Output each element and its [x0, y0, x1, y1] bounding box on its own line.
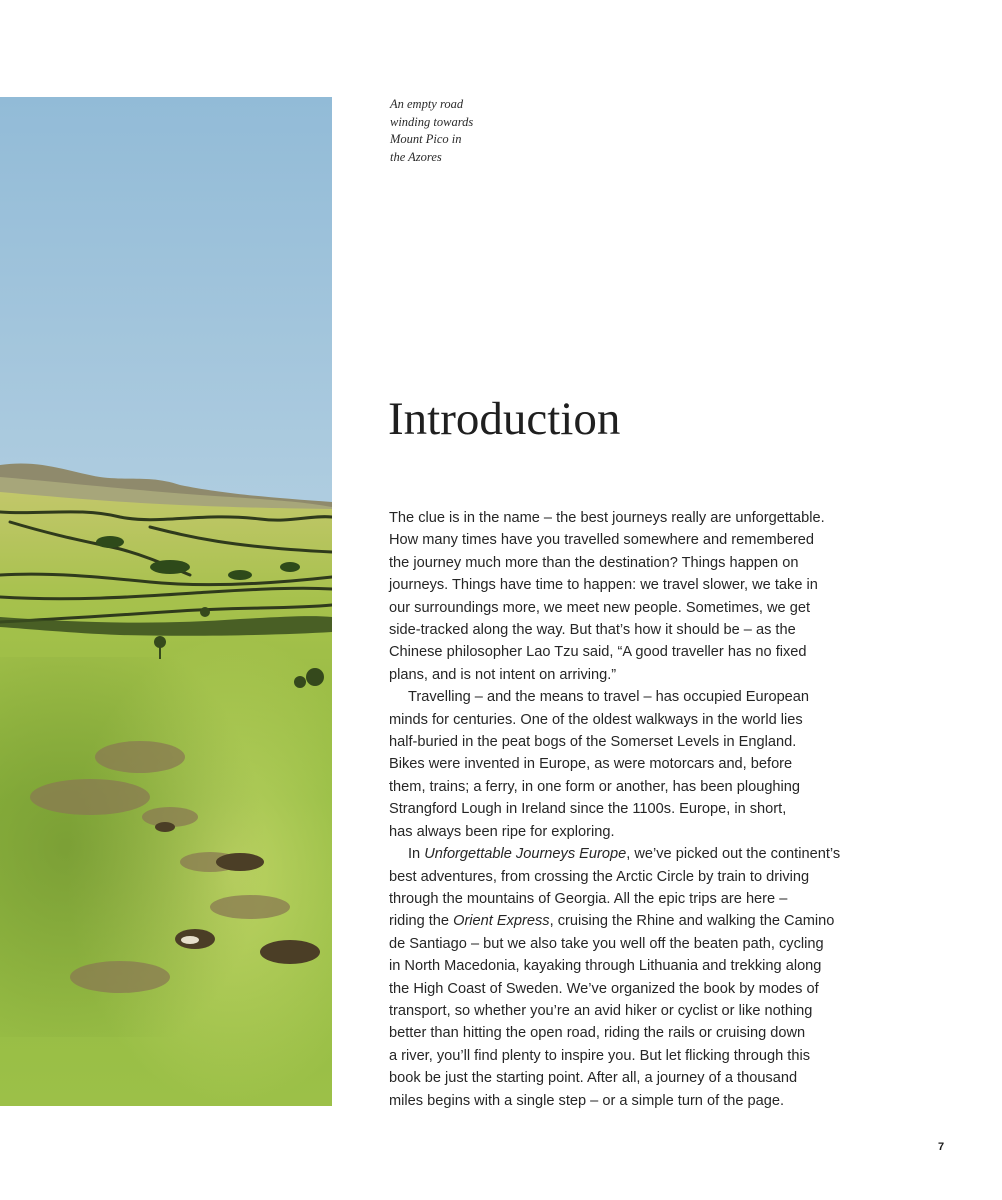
caption-line: Mount Pico in — [390, 132, 462, 146]
text-line: miles begins with a single step – or a simple turn of the page. — [389, 1092, 785, 1109]
text-line: has always been ripe for exploring. — [389, 823, 615, 840]
text-fragment: , cruising the Rhine and walking the Camino — [549, 913, 835, 930]
page-title: Introduction — [388, 393, 621, 445]
text-line: in North Macedonia, kayaking through Lithuania and trekking along — [389, 958, 822, 975]
text-line: The clue is in the name – the best journeys really are unforgettable. — [389, 510, 825, 526]
caption-line: An empty road — [390, 97, 464, 111]
text-line: our surroundings more, we meet new people. Sometimes, we get — [389, 599, 810, 616]
caption-line: the Azores — [390, 149, 442, 164]
text-line: journeys. Things have time to happen: we travel slower, we take in — [389, 577, 818, 594]
text-line: de Santiago – but we also take you well off the beaten path, cycling — [389, 935, 824, 952]
text-line: side-tracked along the way. But that’s how it should be – as the — [389, 622, 796, 639]
book-title-italic: Unforgettable Journeys Europe — [424, 846, 627, 863]
train-name-italic: Orient Express — [453, 913, 550, 930]
text-line: plans, and is not intent on arriving.” — [389, 666, 617, 683]
text-line: through the mountains of Georgia. All the epic trips are here – — [389, 890, 788, 907]
text-fragment: , we’ve picked out the continent’s — [626, 846, 841, 863]
photo-caption — [390, 96, 510, 166]
text-line: better than hitting the open road, riding the rails or cruising down — [389, 1025, 806, 1042]
text-line: Chinese philosopher Lao Tzu said, “A good traveller has no fixed — [389, 644, 807, 661]
text-line — [389, 843, 841, 865]
text-line: best adventures, from crossing the Arctic Circle by train to driving — [389, 868, 810, 885]
text-line: Strangford Lough in Ireland since the 1100s. Europe, in short, — [389, 801, 787, 818]
text-line: a river, you’ll find plenty to inspire you. But let flicking through this — [389, 1047, 811, 1064]
text-line: the journey much more than the destination? Things happen on — [389, 554, 799, 571]
text-line: book be just the starting point. After all, a journey of a thousand — [389, 1070, 798, 1087]
text-line: them, trains; a ferry, in one form or another, has been ploughing — [389, 778, 801, 795]
body-text — [389, 507, 841, 1112]
page-number: 7 — [938, 1141, 945, 1153]
text-line: half-buried in the peat bogs of the Somerset Levels in England. — [389, 734, 797, 751]
text-line — [389, 910, 835, 932]
landscape-photo-graphic — [0, 97, 332, 1106]
text-fragment: In — [408, 846, 425, 863]
text-line: Travelling – and the means to travel – has occupied European — [408, 689, 810, 706]
text-line: transport, so whether you’re an avid hiker or cyclist or like nothing — [389, 1002, 813, 1019]
text-line: How many times have you travelled somewhere and remembered — [389, 532, 815, 549]
text-line: minds for centuries. One of the oldest walkways in the world lies — [389, 711, 803, 728]
caption-line: winding towards — [390, 114, 474, 129]
text-line: Bikes were invented in Europe, as were motorcars and, before — [389, 756, 793, 773]
text-line: the High Coast of Sweden. We’ve organized the book by modes of — [389, 980, 819, 997]
text-fragment: riding the — [389, 913, 454, 930]
landscape-photo — [0, 97, 332, 1106]
